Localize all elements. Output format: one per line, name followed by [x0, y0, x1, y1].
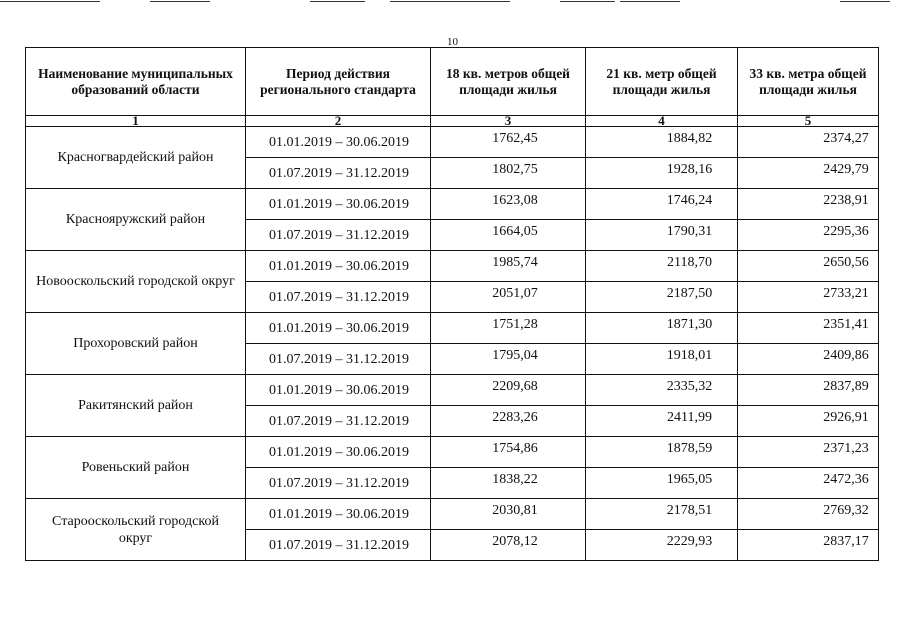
value-18-sqm: 2030,81	[431, 499, 586, 530]
column-number: 4	[586, 116, 738, 127]
value-33-sqm: 2238,91	[738, 189, 879, 220]
value-33-sqm: 2926,91	[738, 406, 879, 437]
page-number: 10	[447, 36, 458, 48]
period-cell: 01.01.2019 – 30.06.2019	[246, 499, 431, 530]
period-cell: 01.07.2019 – 31.12.2019	[246, 220, 431, 251]
value-21-sqm: 1871,30	[586, 313, 738, 344]
value-33-sqm: 2409,86	[738, 344, 879, 375]
scan-artifact-line	[390, 1, 510, 2]
value-33-sqm: 2371,23	[738, 437, 879, 468]
municipality-name: Краснояружский район	[26, 189, 246, 251]
table-row	[26, 251, 879, 282]
value-21-sqm: 1746,24	[586, 189, 738, 220]
scan-artifact-line	[310, 1, 365, 2]
value-18-sqm: 1802,75	[431, 158, 586, 189]
value-18-sqm: 2283,26	[431, 406, 586, 437]
table-row	[26, 127, 879, 158]
value-33-sqm: 2472,36	[738, 468, 879, 499]
value-33-sqm: 2374,27	[738, 127, 879, 158]
period-cell: 01.07.2019 – 31.12.2019	[246, 344, 431, 375]
value-21-sqm: 1878,59	[586, 437, 738, 468]
period-cell: 01.01.2019 – 30.06.2019	[246, 127, 431, 158]
table-row	[26, 189, 879, 220]
period-cell: 01.07.2019 – 31.12.2019	[246, 406, 431, 437]
value-33-sqm: 2837,17	[738, 530, 879, 561]
municipality-name: Старооскольский городской округ	[26, 499, 246, 561]
table-body	[26, 113, 879, 561]
scan-artifact-line	[840, 1, 890, 2]
period-cell: 01.07.2019 – 31.12.2019	[246, 468, 431, 499]
value-21-sqm: 2178,51	[586, 499, 738, 530]
scan-artifact-line	[620, 1, 680, 2]
value-33-sqm: 2351,41	[738, 313, 879, 344]
value-33-sqm: 2650,56	[738, 251, 879, 282]
period-cell: 01.07.2019 – 31.12.2019	[246, 530, 431, 561]
header-row	[26, 48, 879, 116]
municipality-name: Новооскольский городской округ	[26, 251, 246, 313]
scan-artifact-line	[150, 1, 210, 2]
value-18-sqm: 1985,74	[431, 251, 586, 282]
value-18-sqm: 1751,28	[431, 313, 586, 344]
municipality-name: Ровеньский район	[26, 437, 246, 499]
table-row	[26, 375, 879, 406]
period-cell: 01.01.2019 – 30.06.2019	[246, 189, 431, 220]
header-18-sqm: 18 кв. метров общей площади жилья	[431, 48, 586, 116]
column-number-row	[26, 116, 879, 127]
column-number: 3	[431, 116, 586, 127]
table-row	[26, 499, 879, 530]
header-33-sqm: 33 кв. метра общей площади жилья	[738, 48, 879, 116]
value-33-sqm: 2733,21	[738, 282, 879, 313]
period-cell: 01.01.2019 – 30.06.2019	[246, 313, 431, 344]
housing-cost-table	[25, 47, 879, 561]
value-21-sqm: 1790,31	[586, 220, 738, 251]
table-row	[26, 437, 879, 468]
value-18-sqm: 1664,05	[431, 220, 586, 251]
value-21-sqm: 1918,01	[586, 344, 738, 375]
scan-artifact-line	[0, 1, 100, 2]
period-cell: 01.01.2019 – 30.06.2019	[246, 437, 431, 468]
header-municipality: Наименование муниципальных образований области	[26, 48, 246, 116]
value-21-sqm: 1928,16	[586, 158, 738, 189]
header-period: Период действия регионального стандарта	[246, 48, 431, 116]
period-cell: 01.07.2019 – 31.12.2019	[246, 282, 431, 313]
value-18-sqm: 2078,12	[431, 530, 586, 561]
municipality-name: Ракитянский район	[26, 375, 246, 437]
period-cell: 01.01.2019 – 30.06.2019	[246, 251, 431, 282]
value-21-sqm: 2335,32	[586, 375, 738, 406]
value-18-sqm: 1754,86	[431, 437, 586, 468]
value-21-sqm: 1965,05	[586, 468, 738, 499]
municipality-name: Красногвардейский район	[26, 127, 246, 189]
column-number: 1	[26, 116, 246, 127]
value-18-sqm: 1795,04	[431, 344, 586, 375]
value-33-sqm: 2837,89	[738, 375, 879, 406]
value-18-sqm: 1838,22	[431, 468, 586, 499]
value-21-sqm: 2187,50	[586, 282, 738, 313]
header-21-sqm: 21 кв. метр общей площади жилья	[586, 48, 738, 116]
municipality-name: Прохоровский район	[26, 313, 246, 375]
value-18-sqm: 1623,08	[431, 189, 586, 220]
value-33-sqm: 2429,79	[738, 158, 879, 189]
value-33-sqm: 2295,36	[738, 220, 879, 251]
column-number: 5	[738, 116, 879, 127]
value-18-sqm: 2051,07	[431, 282, 586, 313]
table-row	[26, 313, 879, 344]
value-21-sqm: 1884,82	[586, 127, 738, 158]
period-cell: 01.07.2019 – 31.12.2019	[246, 158, 431, 189]
value-21-sqm: 2118,70	[586, 251, 738, 282]
value-21-sqm: 2411,99	[586, 406, 738, 437]
value-18-sqm: 1762,45	[431, 127, 586, 158]
period-cell: 01.01.2019 – 30.06.2019	[246, 375, 431, 406]
column-number: 2	[246, 116, 431, 127]
value-33-sqm: 2769,32	[738, 499, 879, 530]
scan-artifact-line	[560, 1, 615, 2]
value-21-sqm: 2229,93	[586, 530, 738, 561]
value-18-sqm: 2209,68	[431, 375, 586, 406]
